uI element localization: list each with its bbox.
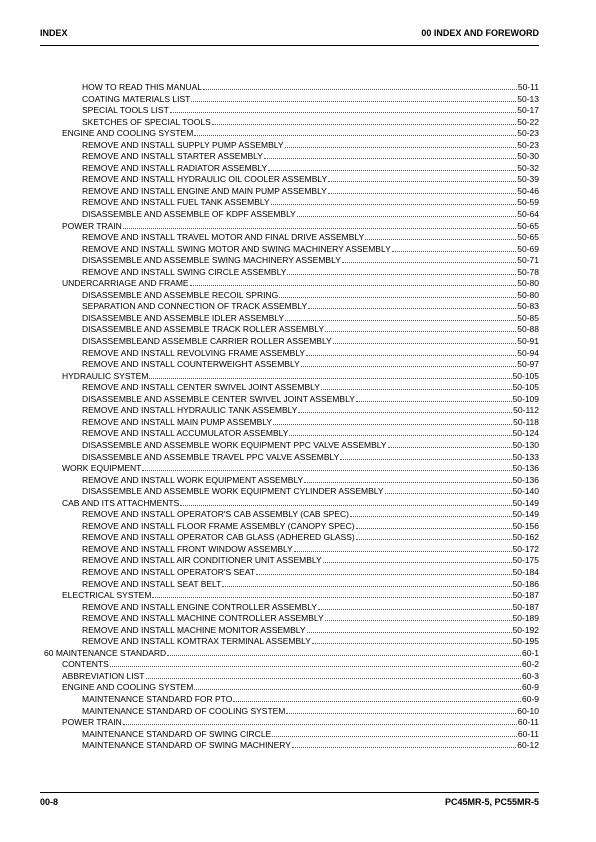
toc-entry[interactable] — [44, 405, 539, 417]
toc-entry[interactable] — [44, 151, 539, 163]
toc-entry-title: DISASSEMBLE AND ASSEMBLE TRACK ROLLER ASSEMBLY — [82, 324, 325, 335]
toc-entry-page: 50-149 — [512, 497, 539, 508]
toc-entry[interactable] — [44, 717, 539, 729]
toc-entry-page: 50-11 — [517, 82, 539, 92]
toc-entry[interactable] — [44, 105, 539, 117]
toc-entry-title: HYDRAULIC SYSTEM — [62, 370, 149, 381]
toc-entry-title: SKETCHES OF SPECIAL TOOLS — [82, 116, 211, 127]
toc-entry-page: 60-2 — [521, 659, 539, 670]
dot-leader — [350, 509, 512, 517]
toc-entry[interactable] — [44, 659, 539, 671]
dot-leader — [190, 278, 517, 286]
dot-leader — [194, 128, 516, 136]
toc-entry-page: 60-9 — [521, 682, 539, 693]
toc-entry-title: REMOVE AND INSTALL AIR CONDITIONER UNIT ASSEMBLY — [82, 555, 322, 566]
dot-leader — [272, 729, 517, 737]
toc-entry-page: 50-189 — [512, 613, 539, 624]
toc-entry-page: 50-192 — [512, 624, 539, 635]
toc-entry[interactable] — [44, 301, 539, 313]
dot-leader — [110, 659, 521, 667]
toc-entry[interactable] — [44, 140, 539, 152]
dot-leader — [365, 232, 516, 240]
header-divider — [40, 45, 539, 46]
dot-leader — [289, 428, 511, 436]
toc-entry[interactable] — [44, 82, 539, 94]
dot-leader — [273, 417, 512, 425]
page-footer — [40, 797, 539, 811]
toc-entry[interactable] — [44, 579, 539, 591]
toc-entry[interactable] — [44, 602, 539, 614]
footer-divider — [40, 792, 539, 793]
toc-entry-page: 50-23 — [517, 128, 539, 139]
dot-leader — [392, 244, 517, 252]
toc-entry-title: ELECTRICAL SYSTEM — [62, 590, 152, 601]
toc-entry[interactable] — [44, 636, 539, 648]
toc-entry-title: REMOVE AND INSTALL REVOLVING FRAME ASSEMBLY — [82, 347, 306, 358]
toc-entry[interactable] — [44, 555, 539, 567]
toc-entry[interactable] — [44, 452, 539, 464]
model-name: PC45MR-5, PC55MR-5 — [444, 797, 539, 807]
toc-entry[interactable] — [44, 348, 539, 360]
toc-entry-title: REMOVE AND INSTALL CENTER SWIVEL JOINT ASSEMBLY — [82, 382, 320, 393]
toc-entry-title: DISASSEMBLE AND ASSEMBLE SWING MACHINERY ASSEMBLY — [82, 255, 341, 266]
toc-entry-page: 50-64 — [517, 209, 539, 220]
toc-entry[interactable] — [44, 128, 539, 140]
toc-entry[interactable] — [44, 613, 539, 625]
toc-entry-page: 50-46 — [517, 185, 539, 196]
toc-entry-title: REMOVE AND INSTALL MACHINE CONTROLLER ASSEMBLY — [82, 613, 324, 624]
dot-leader — [308, 301, 516, 309]
dot-leader — [304, 475, 511, 483]
toc-entry-page: 50-59 — [517, 197, 539, 208]
toc-entry-title: ENGINE AND COOLING SYSTEM — [62, 682, 194, 693]
page-number: 00-8 — [40, 797, 59, 807]
toc-entry-page: 50-118 — [513, 416, 539, 427]
toc-entry[interactable] — [44, 625, 539, 637]
dot-leader — [203, 82, 517, 90]
toc-entry[interactable] — [44, 475, 539, 487]
dot-leader — [222, 579, 511, 587]
dot-leader — [298, 405, 512, 413]
toc-entry-title: CONTENTS — [62, 659, 109, 670]
toc-entry[interactable] — [44, 117, 539, 129]
dot-leader — [356, 521, 512, 529]
toc-entry-title: DISASSEMBLE AND ASSEMBLE OF KDPF ASSEMBLY — [82, 209, 296, 220]
toc-entry-page: 60-1 — [521, 647, 539, 658]
toc-entry[interactable] — [44, 324, 539, 336]
toc-entry-page: 50-78 — [517, 266, 539, 277]
toc-entry-title: REMOVE AND INSTALL TRAVEL MOTOR AND FINAL DRIVE ASSEMBLY — [82, 232, 365, 243]
toc-entry-page: 50-13 — [517, 93, 539, 104]
toc-entry-title: REMOVE AND INSTALL HYDRAULIC TANK ASSEMBLY — [82, 405, 298, 416]
toc-entry[interactable] — [44, 221, 539, 233]
toc-entry-page: 50-83 — [517, 301, 539, 312]
dot-leader — [340, 452, 511, 460]
dot-leader — [325, 613, 512, 621]
toc-entry-title: REMOVE AND INSTALL FLOOR FRAME ASSEMBLY (CANOPY SPEC) — [82, 520, 355, 531]
toc-entry-title: REMOVE AND INSTALL MACHINE MONITOR ASSEMBLY — [82, 624, 306, 635]
toc-entry-title: REMOVE AND INSTALL ENGINE AND MAIN PUMP ASSEMBLY — [82, 185, 327, 196]
toc-entry-title: DISASSEMBLE AND ASSEMBLE WORK EQUIPMENT PPC VALVE ASSEMBLY — [82, 439, 387, 450]
toc-entry[interactable] — [44, 313, 539, 325]
toc-entry[interactable] — [44, 336, 539, 348]
toc-entry-title: REMOVE AND INSTALL OPERATOR'S SEAT — [82, 566, 256, 577]
toc-entry[interactable] — [44, 486, 539, 498]
toc-entry-title: REMOVE AND INSTALL SWING CIRCLE ASSEMBLY — [82, 266, 287, 277]
dot-leader — [268, 163, 516, 171]
toc-entry[interactable] — [44, 648, 539, 660]
dot-leader — [328, 174, 516, 182]
dot-leader — [142, 463, 511, 471]
dot-leader — [287, 267, 516, 275]
toc-entry-page: 50-94 — [517, 347, 539, 358]
dot-leader — [356, 394, 512, 402]
toc-entry-title: CAB AND ITS ATTACHMENTS — [62, 497, 180, 508]
toc-entry-title: REMOVE AND INSTALL RADIATOR ASSEMBLY — [82, 162, 268, 173]
toc-entry-title: MAINTENANCE STANDARD OF COOLING SYSTEM — [82, 705, 286, 716]
table-of-contents — [44, 82, 539, 752]
toc-entry-page: 50-109 — [512, 393, 539, 404]
toc-entry-page: 50-162 — [512, 532, 539, 543]
toc-entry[interactable] — [44, 590, 539, 602]
dot-leader — [271, 197, 517, 205]
toc-entry-title: REMOVE AND INSTALL WORK EQUIPMENT ASSEMBLY — [82, 474, 304, 485]
dot-leader — [146, 671, 521, 679]
toc-entry-title: DISASSEMBLE AND ASSEMBLE RECOIL SPRING — [82, 289, 279, 300]
dot-leader — [323, 555, 512, 563]
dot-leader — [285, 140, 517, 148]
dot-leader — [123, 221, 516, 229]
toc-entry-page: 50-105 — [512, 370, 539, 381]
toc-entry[interactable] — [44, 682, 539, 694]
toc-entry[interactable] — [44, 428, 539, 440]
header-chapter-title: 00 INDEX AND FOREWORD — [421, 28, 539, 38]
toc-entry[interactable] — [44, 440, 539, 452]
toc-entry-page: 60-11 — [517, 728, 539, 739]
toc-entry[interactable] — [44, 359, 539, 371]
toc-entry-page: 60-12 — [517, 740, 539, 751]
toc-entry[interactable] — [44, 521, 539, 533]
dot-leader — [294, 544, 512, 552]
toc-entry-page: 50-80 — [517, 278, 539, 289]
dot-leader — [191, 94, 516, 102]
toc-entry[interactable] — [44, 417, 539, 429]
toc-entry[interactable] — [44, 174, 539, 186]
toc-entry-page: 60-11 — [517, 717, 539, 728]
toc-entry[interactable] — [44, 706, 539, 718]
dot-leader — [306, 348, 516, 356]
toc-entry-title: POWER TRAIN — [62, 717, 122, 728]
toc-entry[interactable] — [44, 371, 539, 383]
toc-entry-page: 50-22 — [517, 116, 539, 127]
toc-entry-title: DISASSEMBLE AND ASSEMBLE TRAVEL PPC VALVE ASSEMBLY — [82, 451, 340, 462]
toc-entry[interactable] — [44, 509, 539, 521]
dot-leader — [152, 590, 511, 598]
dot-leader — [212, 117, 516, 125]
toc-entry-title: REMOVE AND INSTALL FUEL TANK ASSEMBLY — [82, 197, 270, 208]
toc-entry-title: MAINTENANCE STANDARD OF SWING CIRCLE — [82, 728, 272, 739]
toc-entry-page: 50-80 — [517, 289, 539, 300]
toc-entry[interactable] — [44, 567, 539, 579]
toc-entry[interactable] — [44, 532, 539, 544]
toc-entry-title: REMOVE AND INSTALL FRONT WINDOW ASSEMBLY — [82, 543, 293, 554]
toc-entry-title: REMOVE AND INSTALL KOMTRAX TERMINAL ASSEMBLY — [82, 636, 311, 647]
dot-leader — [286, 706, 516, 714]
toc-entry-page: 50-149 — [512, 509, 539, 520]
toc-entry-page: 50-172 — [512, 543, 539, 554]
toc-entry[interactable] — [44, 394, 539, 406]
toc-entry-title: REMOVE AND INSTALL SUPPLY PUMP ASSEMBLY — [82, 139, 284, 150]
toc-entry[interactable] — [44, 544, 539, 556]
toc-entry-title: HOW TO READ THIS MANUAL — [82, 82, 202, 92]
toc-entry[interactable] — [44, 740, 539, 752]
toc-entry-title: SEPARATION AND CONNECTION OF TRACK ASSEMBLY — [82, 301, 308, 312]
dot-leader — [321, 382, 512, 390]
dot-leader — [233, 694, 521, 702]
toc-entry[interactable] — [44, 197, 539, 209]
dot-leader — [328, 186, 516, 194]
toc-entry-title: REMOVE AND INSTALL SWING MOTOR AND SWING MACHINERY ASSEMBLY — [82, 243, 391, 254]
toc-entry-page: 50-85 — [517, 312, 539, 323]
dot-leader — [318, 602, 511, 610]
toc-entry-title: REMOVE AND INSTALL MAIN PUMP ASSEMBLY — [82, 416, 273, 427]
dot-leader — [194, 682, 521, 690]
toc-entry-title: MAINTENANCE STANDARD OF SWING MACHINERY — [82, 740, 291, 751]
dot-leader — [356, 532, 512, 540]
dot-leader — [301, 359, 517, 367]
toc-entry-page: 50-186 — [512, 578, 539, 589]
toc-entry-title: COATING MATERIALS LIST — [82, 93, 191, 104]
toc-entry-page: 50-187 — [512, 590, 539, 601]
toc-entry[interactable] — [44, 290, 539, 302]
toc-entry-title: UNDERCARRIAGE AND FRAME — [62, 278, 189, 289]
dot-leader — [256, 567, 511, 575]
toc-entry[interactable] — [44, 267, 539, 279]
toc-entry-title: DISASSEMBLE AND ASSEMBLE WORK EQUIPMENT CYLINDER ASSEMBLY — [82, 486, 384, 497]
toc-entry[interactable] — [44, 244, 539, 256]
toc-entry-page: 50-105 — [512, 382, 539, 393]
toc-entry-page: 50-136 — [512, 474, 539, 485]
dot-leader — [285, 313, 516, 321]
toc-entry-page: 50-17 — [517, 105, 539, 116]
toc-entry-page: 50-112 — [513, 405, 539, 416]
dot-leader — [342, 255, 516, 263]
toc-entry-page: 50-23 — [517, 139, 539, 150]
toc-entry-title: REMOVE AND INSTALL COUNTERWEIGHT ASSEMBLY — [82, 359, 300, 370]
toc-entry-title: REMOVE AND INSTALL ACCUMULATOR ASSEMBLY — [82, 428, 289, 439]
toc-entry-title: ENGINE AND COOLING SYSTEM — [62, 128, 194, 139]
toc-entry-page: 50-30 — [517, 151, 539, 162]
dot-leader — [325, 324, 516, 332]
toc-entry-page: 50-32 — [517, 162, 539, 173]
toc-entry-title: REMOVE AND INSTALL HYDRAULIC OIL COOLER ASSEMBLY — [82, 174, 328, 185]
toc-entry[interactable] — [44, 232, 539, 244]
toc-entry-title: ABBREVIATION LIST — [62, 670, 145, 681]
toc-entry[interactable] — [44, 163, 539, 175]
dot-leader — [264, 151, 516, 159]
toc-entry[interactable] — [44, 382, 539, 394]
toc-entry-page: 60-3 — [521, 670, 539, 681]
toc-entry[interactable] — [44, 671, 539, 683]
toc-entry-title: SPECIAL TOOLS LIST — [82, 105, 169, 116]
dot-leader — [279, 290, 516, 298]
toc-entry[interactable] — [44, 278, 539, 290]
toc-entry-page: 50-184 — [512, 566, 539, 577]
dot-leader — [297, 209, 516, 217]
dot-leader — [333, 336, 517, 344]
toc-entry-page: 50-71 — [517, 255, 539, 266]
toc-entry[interactable] — [44, 255, 539, 267]
dot-leader — [388, 440, 512, 448]
toc-entry-page: 50-175 — [512, 555, 539, 566]
toc-entry-title: DISASSEMBLEAND ASSEMBLE CARRIER ROLLER ASSEMBLY — [82, 336, 332, 347]
toc-entry-title: 60 MAINTENANCE STANDARD — [44, 647, 167, 658]
dot-leader — [180, 498, 511, 506]
toc-entry[interactable] — [44, 694, 539, 706]
toc-entry-page: 50-39 — [517, 174, 539, 185]
toc-entry-page: 50-140 — [512, 486, 539, 497]
dot-leader — [312, 636, 512, 644]
toc-entry-title: REMOVE AND INSTALL ENGINE CONTROLLER ASSEMBLY — [82, 601, 318, 612]
toc-entry-page: 50-65 — [517, 220, 539, 231]
header-section-label: INDEX — [40, 28, 68, 38]
toc-entry[interactable] — [44, 209, 539, 221]
toc-entry-page: 50-97 — [517, 359, 539, 370]
toc-entry[interactable] — [44, 729, 539, 741]
toc-entry-page: 50-187 — [512, 601, 539, 612]
toc-entry-page: 50-69 — [517, 243, 539, 254]
toc-entry-title: DISASSEMBLE AND ASSEMBLE CENTER SWIVEL JOINT ASSEMBLY — [82, 393, 355, 404]
dot-leader — [292, 740, 516, 748]
toc-entry-page: 50-65 — [517, 232, 539, 243]
toc-entry-page: 50-91 — [517, 336, 539, 347]
toc-entry-title: REMOVE AND INSTALL OPERATOR CAB GLASS (ADHERED GLASS) — [82, 532, 355, 543]
toc-entry-page: 50-195 — [512, 636, 539, 647]
toc-entry-page: 60-9 — [521, 693, 539, 704]
dot-leader — [307, 625, 512, 633]
toc-entry-title: MAINTENANCE STANDARD FOR PTO — [82, 693, 233, 704]
dot-leader — [149, 371, 511, 379]
toc-entry[interactable] — [44, 463, 539, 475]
page-header — [40, 28, 539, 42]
toc-entry[interactable] — [44, 186, 539, 198]
toc-entry-title: REMOVE AND INSTALL OPERATOR'S CAB ASSEMBLY (CAB SPEC) — [82, 509, 349, 520]
toc-entry-page: 50-136 — [512, 463, 539, 474]
toc-entry[interactable] — [44, 498, 539, 510]
dot-leader — [385, 486, 512, 494]
toc-entry-page: 50-156 — [512, 520, 539, 531]
toc-entry-title: DISASSEMBLE AND ASSEMBLE IDLER ASSEMBLY — [82, 312, 285, 323]
toc-entry-page: 50-88 — [517, 324, 539, 335]
toc-entry-page: 50-133 — [512, 451, 539, 462]
toc-entry-title: REMOVE AND INSTALL SEAT BELT — [82, 578, 222, 589]
toc-entry-page: 50-130 — [512, 439, 539, 450]
dot-leader — [123, 717, 517, 725]
toc-entry-title: POWER TRAIN — [62, 220, 122, 231]
dot-leader — [167, 648, 521, 656]
toc-entry-title: WORK EQUIPMENT — [62, 463, 142, 474]
toc-entry-page: 60-10 — [517, 705, 539, 716]
toc-entry-page: 50-124 — [512, 428, 539, 439]
toc-entry-title: REMOVE AND INSTALL STARTER ASSEMBLY — [82, 151, 263, 162]
toc-entry[interactable] — [44, 94, 539, 106]
dot-leader — [170, 105, 516, 113]
